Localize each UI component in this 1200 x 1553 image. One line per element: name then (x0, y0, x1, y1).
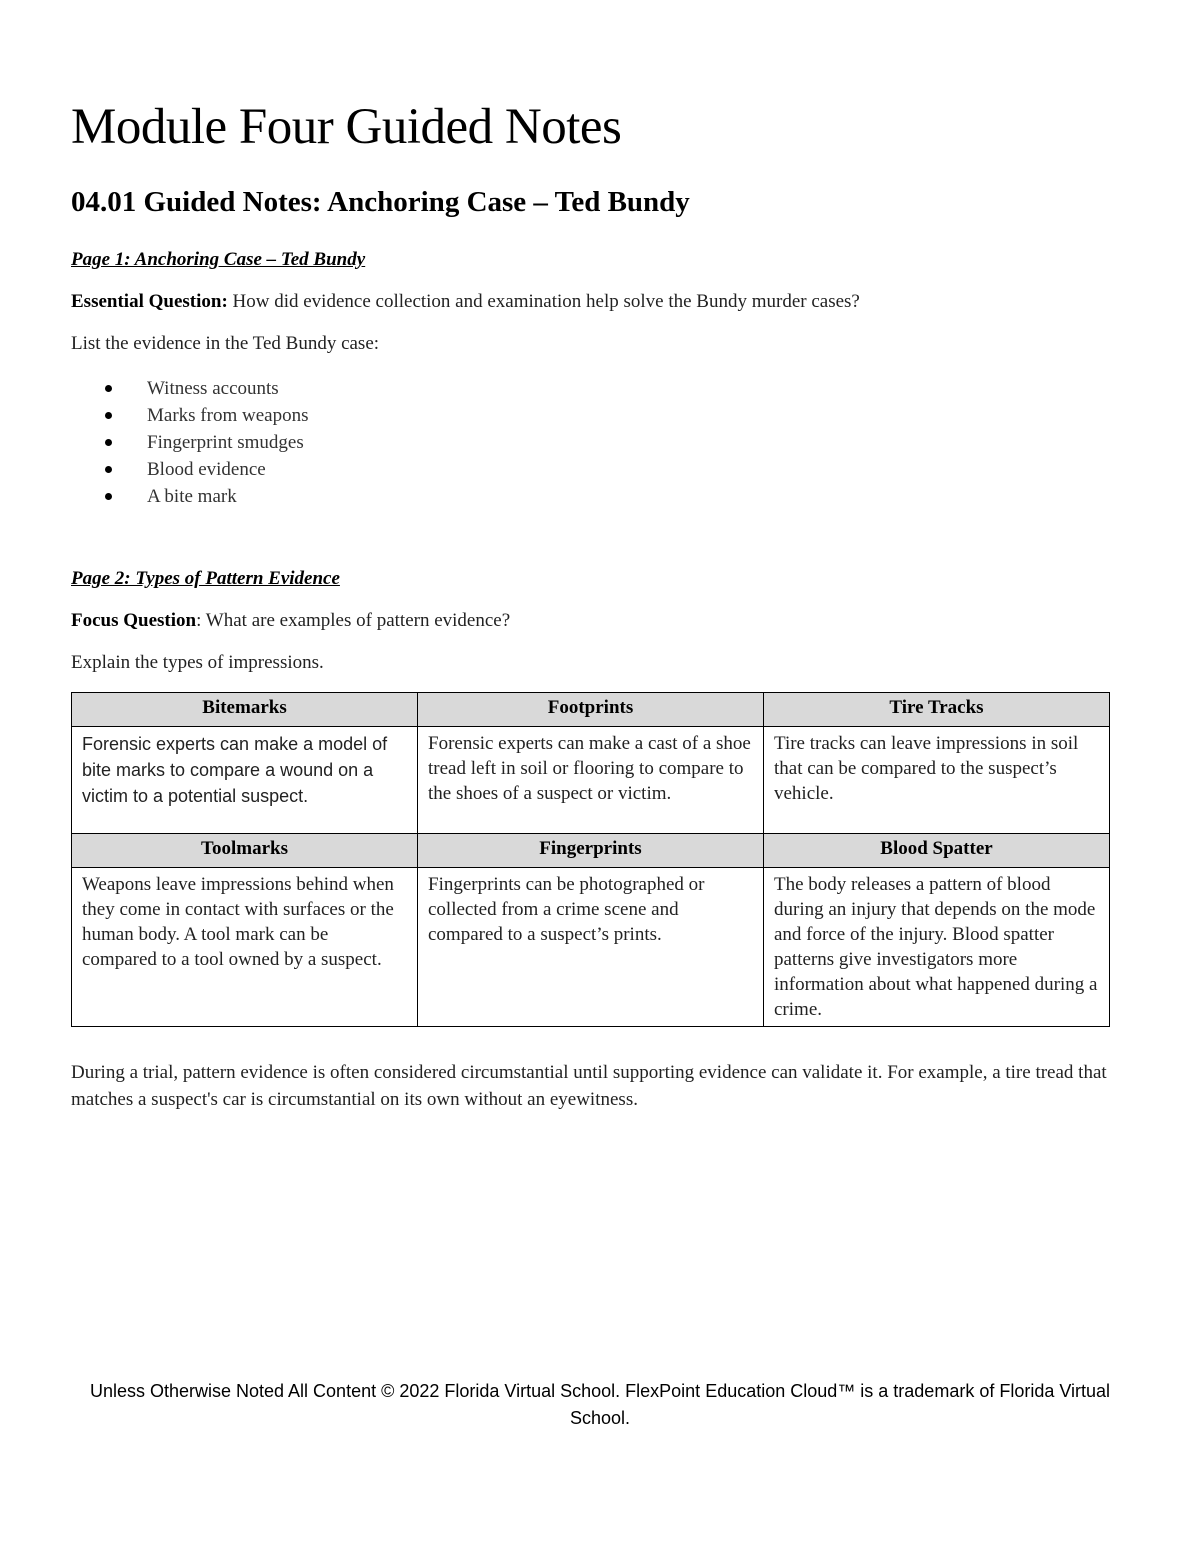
impressions-intro: Explain the types of impressions. (71, 652, 324, 673)
essential-question-label: Essential Question: (71, 291, 228, 312)
evidence-list-intro: List the evidence in the Ted Bundy case: (71, 333, 380, 354)
focus-question-label: Focus Question (71, 610, 197, 631)
bullet-icon (105, 412, 112, 419)
page1-heading: Page 1: Anchoring Case – Ted Bundy (71, 249, 366, 270)
table-header-row (72, 834, 1110, 868)
focus-question-text: : What are examples of pattern evidence? (196, 610, 511, 631)
document-title: Module Four Guided Notes (71, 99, 622, 155)
header-bitemarks: Bitemarks (72, 693, 418, 727)
cell-blood-spatter: The body releases a pattern of blood during an injury that depends on the mode and force of the injury. Blood spatter patterns give investigators more information about what happened during a crime. (764, 868, 1110, 1027)
list-item-text: Witness accounts (147, 378, 279, 399)
header-tire-tracks: Tire Tracks (764, 693, 1110, 727)
bullet-icon (105, 439, 112, 446)
cell-fingerprints: Fingerprints can be photographed or collected from a crime scene and compared to a suspect’s prints. (418, 868, 764, 1027)
cell-toolmarks: Weapons leave impressions behind when they come in contact with surfaces or the human body. A tool mark can be compared to a tool owned by a suspect. (72, 868, 418, 1027)
closing-paragraph: During a trial, pattern evidence is often considered circumstantial until supporting evidence can validate it. For example, a tire tread that matches a suspect's car is circumstantial on its own without an eyewitness. (71, 1062, 1107, 1110)
table-header-row (72, 693, 1110, 727)
list-item-text: Marks from weapons (147, 405, 309, 426)
essential-question (71, 291, 860, 313)
bullet-icon (105, 466, 112, 473)
cell-footprints: Forensic experts can make a cast of a shoe tread left in soil or flooring to compare to the shoes of a suspect or victim. (418, 727, 764, 834)
table-row (72, 868, 1110, 1027)
header-footprints: Footprints (418, 693, 764, 727)
header-toolmarks: Toolmarks (72, 834, 418, 868)
pattern-evidence-table (71, 692, 1110, 1027)
list-item (71, 402, 308, 429)
list-item (71, 483, 308, 510)
essential-question-text: How did evidence collection and examination help solve the Bundy murder cases? (227, 291, 860, 312)
list-item (71, 456, 308, 483)
list-item (71, 429, 308, 456)
list-item-text: Blood evidence (147, 459, 266, 480)
evidence-list (71, 375, 308, 510)
list-item (71, 375, 308, 402)
section-title: 04.01 Guided Notes: Anchoring Case – Ted Bundy (71, 186, 690, 218)
focus-question (71, 610, 510, 632)
bullet-icon (105, 385, 112, 392)
page2-heading: Page 2: Types of Pattern Evidence (71, 568, 340, 589)
copyright-footer: Unless Otherwise Noted All Content © 2022 Florida Virtual School. FlexPoint Education Cloud™ is a trademark of Florida Virtual School. (89, 1381, 1111, 1428)
cell-bitemarks: Forensic experts can make a model of bite marks to compare a wound on a victim to a potential suspect. (72, 727, 418, 834)
table-row (72, 727, 1110, 834)
list-item-text: Fingerprint smudges (147, 432, 304, 453)
cell-tire-tracks: Tire tracks can leave impressions in soil that can be compared to the suspect’s vehicle. (764, 727, 1110, 834)
header-fingerprints: Fingerprints (418, 834, 764, 868)
bullet-icon (105, 493, 112, 500)
list-item-text: A bite mark (147, 486, 237, 507)
header-blood-spatter: Blood Spatter (764, 834, 1110, 868)
